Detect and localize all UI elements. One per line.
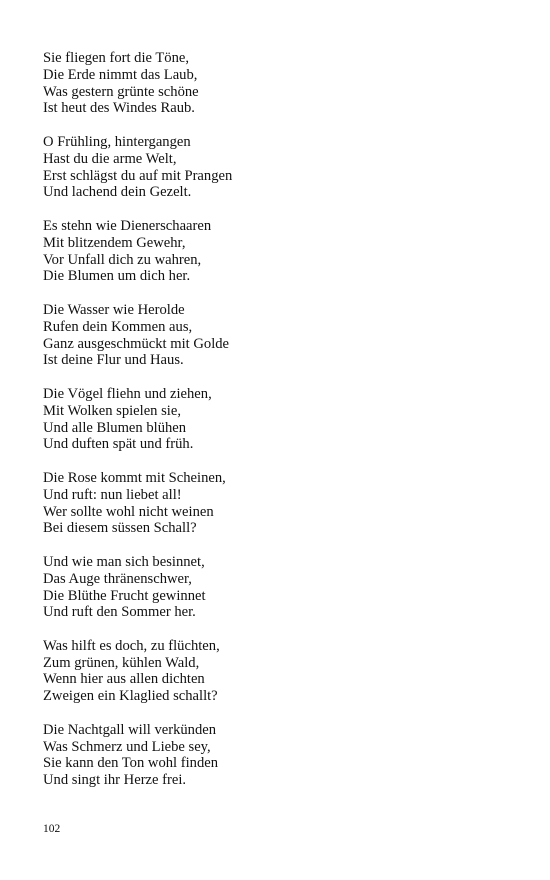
- verse-line: Die Vögel fliehn und ziehen,: [43, 385, 212, 402]
- verse-line: Die Blumen um dich her.: [43, 268, 191, 285]
- verse-line: Und lachend dein Gezelt.: [43, 184, 192, 201]
- verse-line: Es stehn wie Dienerschaaren: [43, 217, 212, 234]
- verse-line: Was hilft es doch, zu flüchten,: [43, 637, 220, 654]
- verse-line: Ist deine Flur und Haus.: [43, 352, 184, 369]
- stanza-3: [43, 218, 513, 285]
- verse-line: Ganz ausgeschmückt mit Golde: [43, 335, 230, 352]
- verse-line: Die Rose kommt mit Scheinen,: [43, 469, 226, 486]
- verse-line: Und wie man sich besinnet,: [43, 553, 205, 570]
- verse-line: Zum grünen, kühlen Wald,: [43, 654, 200, 671]
- verse-line: Mit Wolken spielen sie,: [43, 402, 181, 419]
- verse-line: Sie kann den Ton wohl finden: [43, 755, 219, 772]
- verse-line: Ist heut des Windes Raub.: [43, 100, 195, 117]
- verse-line: Rufen dein Kommen aus,: [43, 318, 193, 335]
- verse-line: Bei diesem süssen Schall?: [43, 520, 197, 537]
- verse-line: Was gestern grünte schöne: [43, 83, 199, 100]
- verse-line: Was Schmerz und Liebe sey,: [43, 738, 211, 755]
- stanza-4: [43, 302, 513, 369]
- stanza-2: [43, 134, 513, 201]
- verse-line: Sie fliegen fort die Töne,: [43, 50, 190, 66]
- verse-line: Die Blüthe Frucht gewinnet: [43, 587, 206, 604]
- verse-line: Die Nachtgall will verkünden: [43, 721, 217, 738]
- verse-line: Die Erde nimmt das Laub,: [43, 66, 198, 83]
- verse-line: Und ruft den Sommer her.: [43, 604, 196, 621]
- verse-line: Und duften spät und früh.: [43, 436, 194, 453]
- verse-line: Zweigen ein Klaglied schallt?: [43, 688, 218, 705]
- stanza-7: [43, 554, 513, 621]
- verse-line: Und singt ihr Herze frei.: [43, 772, 187, 789]
- verse-line: Und ruft: nun liebet all!: [43, 486, 182, 503]
- stanza-5: [43, 386, 513, 453]
- verse-line: Erst schlägst du auf mit Prangen: [43, 167, 233, 184]
- verse-line: Wenn hier aus allen dichten: [43, 671, 205, 688]
- poem-text: [43, 50, 513, 806]
- page-number: 102: [43, 823, 61, 835]
- verse-line: Mit blitzendem Gewehr,: [43, 234, 186, 251]
- verse-line: Hast du die arme Welt,: [43, 150, 177, 167]
- stanza-6: [43, 470, 513, 537]
- verse-line: Vor Unfall dich zu wahren,: [43, 251, 202, 268]
- verse-line: Das Auge thränenschwer,: [43, 570, 192, 587]
- stanza-8: [43, 638, 513, 705]
- verse-line: Die Wasser wie Herolde: [43, 301, 185, 318]
- stanza-1: [43, 50, 513, 117]
- verse-line: Und alle Blumen blühen: [43, 419, 187, 436]
- verse-line: O Frühling, hintergangen: [43, 133, 191, 150]
- verse-line: Wer sollte wohl nicht weinen: [43, 503, 214, 520]
- stanza-9: [43, 722, 513, 789]
